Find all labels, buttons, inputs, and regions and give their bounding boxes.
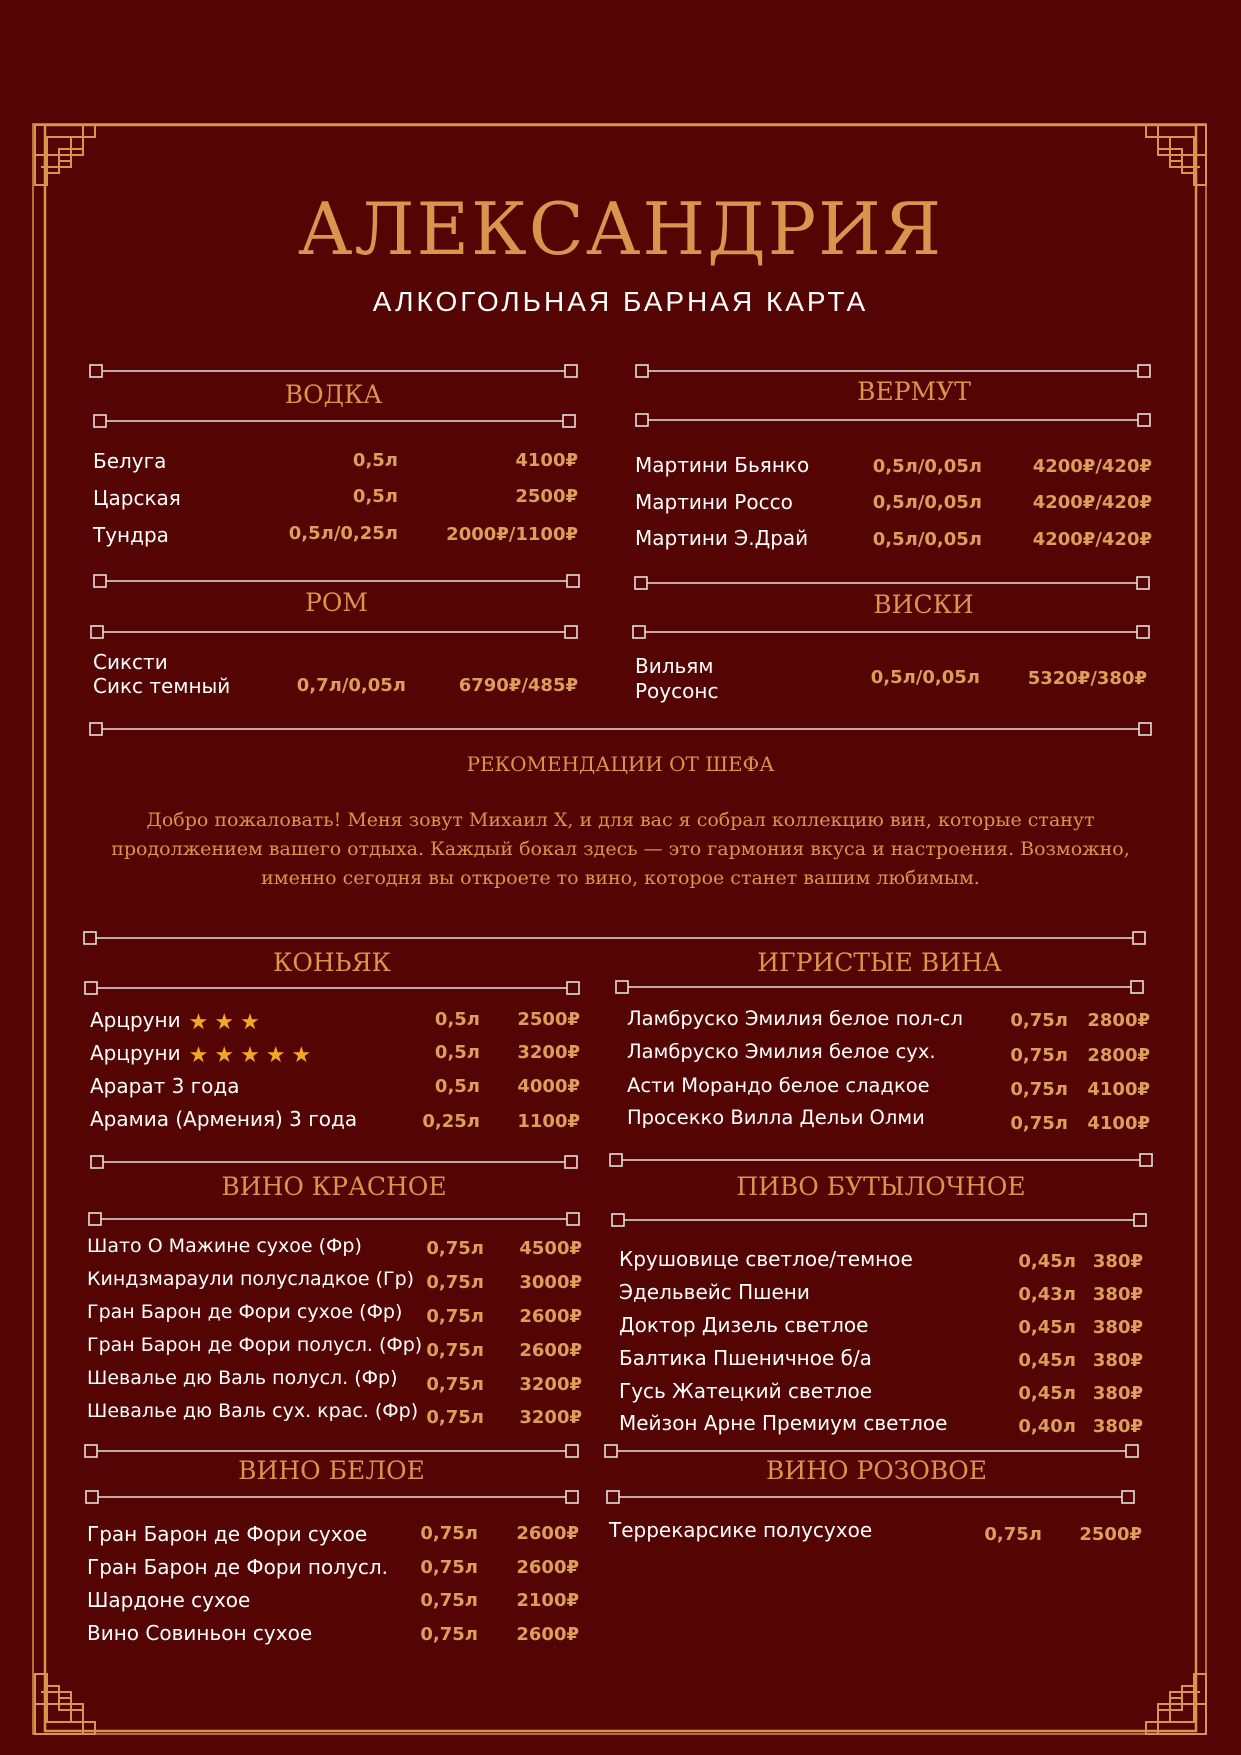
- rum-item-name-line2: Сикс темный: [93, 674, 231, 698]
- red-wine-item-name: Шевалье дю Валь полусл. (Фр): [87, 1367, 398, 1389]
- vermouth-item-name: Мартини Россо: [635, 490, 793, 514]
- white-wine-item-name: Шардоне сухое: [87, 1588, 251, 1612]
- white-wine-item-price: 2600₽: [516, 1624, 579, 1645]
- cognac-item-price: 2500₽: [517, 1009, 580, 1030]
- beer-item-price: 380₽: [1092, 1383, 1143, 1404]
- red-wine-item-price: 2600₽: [519, 1340, 582, 1361]
- star-icon: ★: [265, 1043, 286, 1068]
- beer-item-volume: 0,45л: [1018, 1317, 1076, 1338]
- red-wine-item-volume: 0,75л: [426, 1238, 484, 1259]
- vodka-item-name: Белуга: [93, 449, 167, 473]
- vermouth-item-name: Мартини Э.Драй: [635, 526, 809, 550]
- white-wine-item-price: 2100₽: [516, 1590, 579, 1611]
- cognac-item-volume: 0,5л: [434, 1042, 480, 1063]
- sparkling-item-volume: 0,75л: [1010, 1045, 1068, 1066]
- sparkling-item-name: Просекко Вилла Дельи Олми: [627, 1106, 925, 1129]
- sparkling-item-name: Ламбруско Эмилия белое сух.: [627, 1040, 936, 1063]
- beer-item-price: 380₽: [1092, 1317, 1143, 1338]
- vermouth-item-price: 4200₽/420₽: [1032, 456, 1152, 477]
- whisky-item-price: 5320₽/380₽: [1027, 668, 1147, 689]
- vodka-item-price: 2000₽/1100₽: [446, 524, 578, 545]
- vodka-item-price: 4100₽: [515, 450, 578, 471]
- sparkling-item-volume: 0,75л: [1010, 1010, 1068, 1031]
- whisky-item-volume: 0,5л/0,05л: [870, 667, 980, 688]
- rose-wine-item-name: Террекарсике полусухое: [609, 1518, 873, 1542]
- beer-item-name: Балтика Пшеничное б/а: [619, 1346, 872, 1370]
- white-wine-item-name: Вино Совиньон сухое: [87, 1621, 313, 1645]
- white-wine-item-volume: 0,75л: [420, 1523, 478, 1544]
- cognac-item-name: Арцруни: [90, 1008, 181, 1032]
- section-title-red-wine: ВИНО КРАСНОЕ: [221, 1172, 447, 1201]
- section-title-sparkling: ИГРИСТЫЕ ВИНА: [757, 948, 1002, 977]
- vermouth-item-volume: 0,5л/0,05л: [872, 529, 982, 550]
- white-wine-item-volume: 0,75л: [420, 1557, 478, 1578]
- section-title-rose-wine: ВИНО РОЗОВОЕ: [766, 1456, 987, 1485]
- red-wine-item-price: 3200₽: [519, 1407, 582, 1428]
- sparkling-item-name: Ламбруско Эмилия белое пол-сл: [627, 1007, 963, 1030]
- whisky-item-name-line1: Вильям: [635, 654, 714, 678]
- vermouth-item-price: 4200₽/420₽: [1032, 529, 1152, 550]
- sparkling-item-price: 4100₽: [1087, 1079, 1150, 1100]
- beer-item-volume: 0,45л: [1018, 1350, 1076, 1371]
- vodka-item-volume: 0,5л: [352, 486, 398, 507]
- beer-item-name: Мейзон Арне Премиум светлое: [619, 1411, 948, 1435]
- red-wine-item-name: Гран Барон де Фори полусл. (Фр): [87, 1334, 423, 1356]
- beer-item-price: 380₽: [1092, 1284, 1143, 1305]
- star-icon: ★: [188, 1010, 209, 1035]
- red-wine-item-name: Шато О Мажине сухое (Фр): [87, 1235, 362, 1257]
- section-title-beer: ПИВО БУТЫЛОЧНОЕ: [736, 1172, 1026, 1201]
- section-title-white-wine: ВИНО БЕЛОЕ: [238, 1456, 425, 1485]
- star-icon: ★: [214, 1043, 235, 1068]
- red-wine-item-price: 2600₽: [519, 1306, 582, 1327]
- beer-item-volume: 0,40л: [1018, 1416, 1076, 1437]
- sparkling-item-name: Асти Морандо белое сладкое: [627, 1074, 930, 1097]
- cognac-item-volume: 0,5л: [434, 1009, 480, 1030]
- white-wine-item-price: 2600₽: [516, 1557, 579, 1578]
- white-wine-item-name: Гран Барон де Фори полусл.: [87, 1555, 388, 1579]
- sparkling-item-volume: 0,75л: [1010, 1079, 1068, 1100]
- sparkling-item-volume: 0,75л: [1010, 1113, 1068, 1134]
- red-wine-item-price: 3200₽: [519, 1374, 582, 1395]
- page-title: АЛЕКСАНДРИЯ: [297, 187, 944, 271]
- vodka-item-volume: 0,5л/0,25л: [288, 523, 398, 544]
- cognac-item-name: Арцруни: [90, 1041, 181, 1065]
- vermouth-item-price: 4200₽/420₽: [1032, 492, 1152, 513]
- cognac-item-price: 1100₽: [517, 1111, 580, 1132]
- page-subtitle: АЛКОГОЛЬНАЯ БАРНАЯ КАРТА: [372, 286, 869, 317]
- red-wine-item-volume: 0,75л: [426, 1374, 484, 1395]
- red-wine-item-volume: 0,75л: [426, 1306, 484, 1327]
- cognac-item-name: Арарат 3 года: [90, 1074, 240, 1098]
- cognac-item-price: 4000₽: [517, 1076, 580, 1097]
- sparkling-item-price: 4100₽: [1087, 1113, 1150, 1134]
- rose-wine-item-price: 2500₽: [1079, 1524, 1142, 1545]
- red-wine-item-price: 4500₽: [519, 1238, 582, 1259]
- white-wine-item-volume: 0,75л: [420, 1624, 478, 1645]
- vermouth-item-name: Мартини Бьянко: [635, 453, 810, 477]
- beer-item-volume: 0,45л: [1018, 1251, 1076, 1272]
- beer-item-name: Эдельвейс Пшени: [619, 1280, 810, 1304]
- sparkling-item-price: 2800₽: [1087, 1045, 1150, 1066]
- vodka-item-volume: 0,5л: [352, 450, 398, 471]
- beer-item-volume: 0,43л: [1018, 1284, 1076, 1305]
- chef-recommendation-text: Добро пожаловать! Меня зовут Михаил Х, и для вас я собрал коллекцию вин, которые станут продолжением вашего отдыха. Каждый бокал здесь — это гармония вкуса и настроения. Возможно, именно сегодня вы откроете то вино, которое станет вашим любимым.: [111, 809, 1130, 889]
- vodka-item-name: Царская: [93, 486, 181, 510]
- star-icon: ★: [214, 1010, 235, 1035]
- beer-item-name: Гусь Жатецкий светлое: [619, 1379, 873, 1403]
- cognac-item: [90, 1041, 317, 1068]
- beer-item-volume: 0,45л: [1018, 1383, 1076, 1404]
- section-title-whisky: ВИСКИ: [873, 590, 974, 619]
- star-icon: ★: [240, 1043, 260, 1068]
- white-wine-item-volume: 0,75л: [420, 1590, 478, 1611]
- beer-item-name: Крушовице светлое/темное: [619, 1247, 913, 1271]
- section-title-cognac: КОНЬЯК: [272, 948, 392, 977]
- red-wine-item-name: Шевалье дю Валь сух. крас. (Фр): [87, 1400, 419, 1422]
- cognac-item-price: 3200₽: [517, 1042, 580, 1063]
- rating-stars: [189, 1010, 266, 1035]
- star-icon: ★: [291, 1043, 312, 1068]
- white-wine-item-name: Гран Барон де Фори сухое: [87, 1522, 368, 1546]
- beer-item-price: 380₽: [1092, 1350, 1143, 1371]
- red-wine-item-volume: 0,75л: [426, 1340, 484, 1361]
- white-wine-item-price: 2600₽: [516, 1523, 579, 1544]
- section-title-vermouth: ВЕРМУТ: [857, 377, 971, 406]
- rum-item-name-line1: Сиксти: [93, 650, 168, 674]
- vermouth-item-volume: 0,5л/0,05л: [872, 492, 982, 513]
- beer-item-name: Доктор Дизель светлое: [619, 1313, 869, 1337]
- cognac-item-volume: 0,5л: [434, 1076, 480, 1097]
- section-title-vodka: ВОДКА: [284, 380, 383, 409]
- cognac-item-name: Арамиа (Армения) 3 года: [90, 1107, 358, 1131]
- cognac-item-volume: 0,25л: [422, 1111, 480, 1132]
- sparkling-item-price: 2800₽: [1087, 1010, 1150, 1031]
- red-wine-item-volume: 0,75л: [426, 1272, 484, 1293]
- red-wine-item-name: Киндзмараули полусладкое (Гр): [87, 1268, 415, 1290]
- star-icon: ★: [240, 1010, 260, 1035]
- chef-recommendation-title: РЕКОМЕНДАЦИИ ОТ ШЕФА: [466, 752, 775, 776]
- rum-item-volume: 0,7л/0,05л: [296, 675, 406, 696]
- cognac-item: [90, 1008, 266, 1035]
- star-icon: ★: [188, 1043, 209, 1068]
- rum-item-price: 6790₽/485₽: [458, 675, 578, 696]
- rating-stars: [189, 1043, 318, 1068]
- red-wine-item-price: 3000₽: [519, 1272, 582, 1293]
- vodka-item-price: 2500₽: [515, 486, 578, 507]
- beer-item-price: 380₽: [1092, 1416, 1143, 1437]
- vermouth-item-volume: 0,5л/0,05л: [872, 456, 982, 477]
- beer-item-price: 380₽: [1092, 1251, 1143, 1272]
- red-wine-item-volume: 0,75л: [426, 1407, 484, 1428]
- section-title-rum: РОМ: [305, 588, 368, 617]
- red-wine-item-name: Гран Барон де Фори сухое (Фр): [87, 1301, 403, 1323]
- whisky-item-name-line2: Роусонс: [635, 679, 719, 703]
- rose-wine-item-volume: 0,75л: [984, 1524, 1042, 1545]
- vodka-item-name: Тундра: [93, 523, 169, 547]
